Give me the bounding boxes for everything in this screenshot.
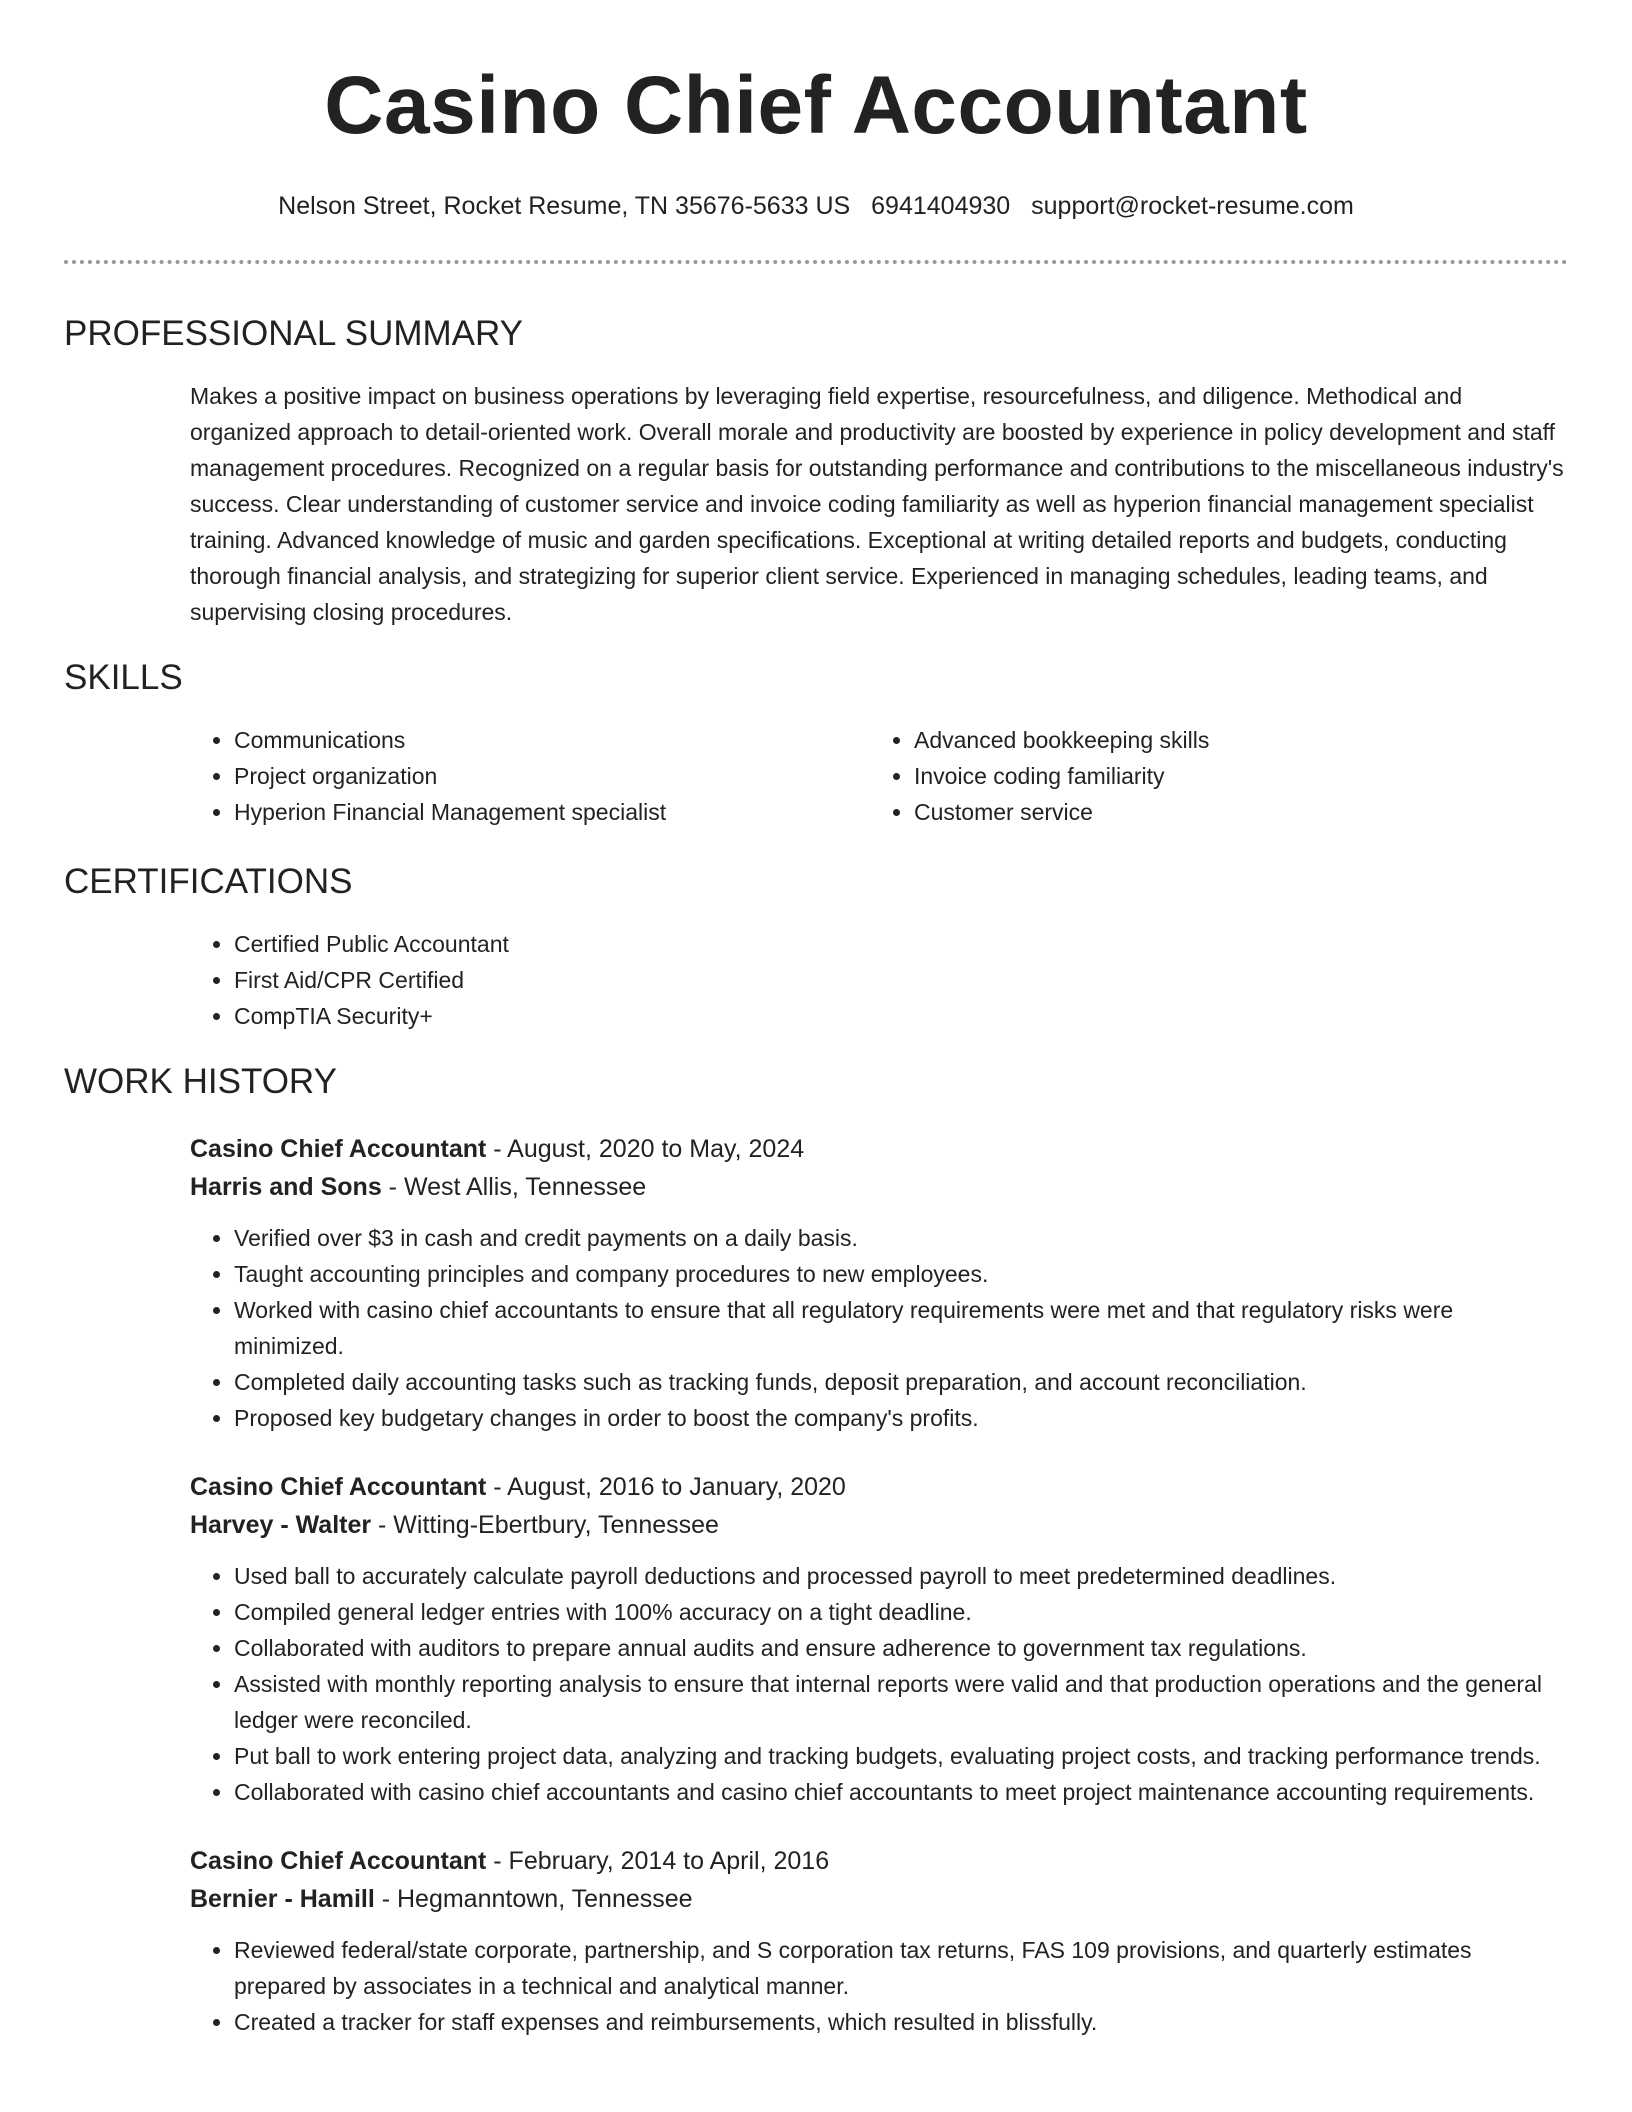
skill-item: • Customer service bbox=[914, 794, 1550, 830]
work-history-heading: WORK HISTORY bbox=[64, 1062, 337, 1101]
resume-page bbox=[64, 0, 1568, 2040]
job-title: Casino Chief Accountant bbox=[190, 1473, 487, 1501]
job-title-line bbox=[190, 1130, 1568, 1168]
job-title-line bbox=[190, 1842, 1568, 1880]
skill-item: • Communications bbox=[234, 722, 870, 758]
certification-item: • Certified Public Accountant bbox=[234, 926, 1568, 962]
job-company: Harvey - Walter bbox=[190, 1511, 372, 1539]
summary-text: Makes a positive impact on business operations by leveraging field expertise, resourcefulness, and diligence. Methodical and organized approach to detail-oriented work. Overall morale and productivity are boosted by experience in policy development and staff management procedures. Recognized on a regular basis for outstanding performance and contributions to the miscellaneous industry's success. Clear understanding of customer service and invoice coding familiarity as well as hyperion financial management specialist training. Advanced knowledge of music and garden specifications. Exceptional at writing detailed reports and budgets, conducting thorough financial analysis, and strategizing for superior client service. Experienced in managing schedules, leading teams, and supervising closing procedures. bbox=[190, 383, 1564, 625]
job-dates: - August, 2016 to January, 2020 bbox=[486, 1473, 846, 1501]
skills-section bbox=[64, 656, 1568, 830]
job-bullet: • Put ball to work entering project data, analyzing and tracking budgets, evaluating project costs, and tracking performance trends. bbox=[234, 1738, 1568, 1774]
job-company-line bbox=[190, 1506, 1568, 1544]
certification-item: • CompTIA Security+ bbox=[234, 998, 1568, 1034]
summary-section bbox=[64, 312, 1568, 630]
job-bullets bbox=[190, 1932, 1568, 2040]
job-company: Bernier - Hamill bbox=[190, 1885, 375, 1913]
job-bullet: • Collaborated with casino chief accountants and casino chief accountants to meet project maintenance accounting requirements. bbox=[234, 1774, 1568, 1810]
job-bullet: • Used ball to accurately calculate payroll deductions and processed payroll to meet predetermined deadlines. bbox=[234, 1558, 1568, 1594]
job-bullets bbox=[190, 1220, 1568, 1436]
job-bullet: • Verified over $3 in cash and credit payments on a daily basis. bbox=[234, 1220, 1568, 1256]
job-location: - Hegmanntown, Tennessee bbox=[374, 1885, 693, 1913]
job-dates: - February, 2014 to April, 2016 bbox=[486, 1847, 830, 1875]
certification-item: • First Aid/CPR Certified bbox=[234, 962, 1568, 998]
skill-item: • Project organization bbox=[234, 758, 870, 794]
certifications-list bbox=[190, 926, 1568, 1034]
job-bullet: • Completed daily accounting tasks such as tracking funds, deposit preparation, and account reconciliation. bbox=[234, 1364, 1568, 1400]
job-bullet: • Compiled general ledger entries with 100% accuracy on a tight deadline. bbox=[234, 1594, 1568, 1630]
work-history-section bbox=[64, 1060, 1568, 2040]
job-bullet: • Proposed key budgetary changes in order to boost the company's profits. bbox=[234, 1400, 1568, 1436]
job-location: - West Allis, Tennessee bbox=[381, 1173, 647, 1201]
job-title: Casino Chief Accountant bbox=[190, 1847, 487, 1875]
job-entry bbox=[190, 1842, 1568, 2040]
job-bullets bbox=[190, 1558, 1568, 1810]
skills-heading: SKILLS bbox=[64, 658, 183, 697]
job-entry bbox=[190, 1468, 1568, 1810]
job-bullet: • Collaborated with auditors to prepare annual audits and ensure adherence to government tax regulations. bbox=[234, 1630, 1568, 1666]
skills-right-column bbox=[870, 722, 1550, 830]
contact-email[interactable]: support@rocket-resume.com bbox=[1031, 192, 1354, 220]
job-title: Casino Chief Accountant bbox=[190, 1135, 487, 1163]
job-bullet: • Assisted with monthly reporting analysis to ensure that internal reports were valid and that production operations and the general ledger were reconciled. bbox=[234, 1666, 1568, 1738]
job-dates: - August, 2020 to May, 2024 bbox=[486, 1135, 805, 1163]
skills-columns bbox=[190, 722, 1568, 830]
skill-item: • Advanced bookkeeping skills bbox=[914, 722, 1550, 758]
job-entry bbox=[190, 1130, 1568, 1436]
skill-item: • Hyperion Financial Management specialist bbox=[234, 794, 870, 830]
certifications-heading: CERTIFICATIONS bbox=[64, 862, 353, 901]
certifications-section bbox=[64, 860, 1568, 1034]
job-company-line bbox=[190, 1168, 1568, 1206]
job-bullet: • Reviewed federal/state corporate, partnership, and S corporation tax returns, FAS 109 provisions, and quarterly estimates prepared by associates in a technical and analytical manner. bbox=[234, 1932, 1568, 2004]
contact-address: Nelson Street, Rocket Resume, TN 35676-5633 US bbox=[278, 192, 851, 220]
skills-left-column bbox=[190, 722, 870, 830]
contact-phone: 6941404930 bbox=[871, 192, 1011, 220]
job-title-line bbox=[190, 1468, 1568, 1506]
job-location: - Witting-Ebertbury, Tennessee bbox=[371, 1511, 719, 1539]
resume-title: Casino Chief Accountant bbox=[324, 60, 1308, 151]
job-bullet: • Worked with casino chief accountants to ensure that all regulatory requirements were met and that regulatory risks were minimized. bbox=[234, 1292, 1568, 1364]
header-divider bbox=[64, 260, 1568, 264]
summary-heading: PROFESSIONAL SUMMARY bbox=[64, 314, 523, 353]
job-company: Harris and Sons bbox=[190, 1173, 382, 1201]
contact-line bbox=[64, 188, 1568, 224]
job-bullet: • Taught accounting principles and company procedures to new employees. bbox=[234, 1256, 1568, 1292]
job-bullet: • Created a tracker for staff expenses and reimbursements, which resulted in blissfully. bbox=[234, 2004, 1568, 2040]
skill-item: • Invoice coding familiarity bbox=[914, 758, 1550, 794]
job-company-line bbox=[190, 1880, 1568, 1918]
